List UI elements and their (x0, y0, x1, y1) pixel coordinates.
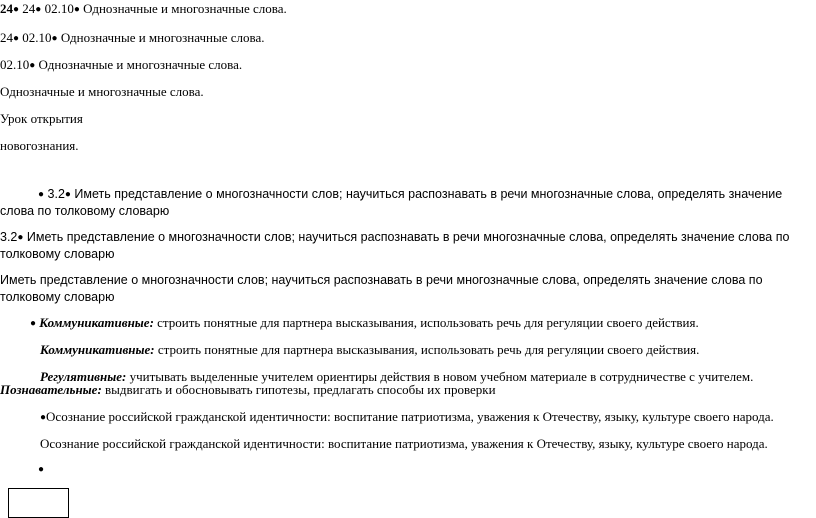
lesson-number: 24 (19, 1, 36, 16)
date-heading-3 (0, 56, 242, 74)
lesson-topic: Однозначные и многозначные слова. (57, 30, 265, 45)
bullet-icon: ● (17, 232, 24, 243)
bullet-icon: ● (73, 4, 80, 15)
goal-text: Иметь представление о многозначности слов; научиться распознавать в речи многозначные слова, определять значение слова по толковому словарю (0, 230, 790, 261)
lesson-number: 24 (0, 30, 13, 45)
bullet-icon: ● (51, 33, 58, 44)
lesson-topic: Однозначные и многозначные слова. (79, 1, 287, 16)
identity-item-1 (40, 408, 774, 426)
empty-bullet (38, 460, 44, 478)
bullet-icon: ● (29, 60, 36, 71)
lesson-topic: Однозначные и многозначные слова. (35, 57, 243, 72)
communicative-item-1 (30, 314, 699, 332)
regulative-label: Регулятивные: (40, 369, 127, 384)
communicative-label: Коммуникативные: (40, 342, 155, 357)
lesson-date: 02.10 (0, 57, 30, 72)
bullet-icon: ● (40, 412, 47, 423)
goal-text: Иметь представление о многозначности слов; научиться распознавать в речи многозначные слова, определять значение слова по толковому словарю (0, 187, 783, 218)
cognitive-label: Познавательные: (0, 382, 102, 397)
goal-item-1 (0, 186, 800, 220)
goal-number: 3.2 (44, 187, 65, 201)
regulative-text: учитывать выделенные учителем ориентиры действия в новом учебном материале в сотрудничестве с учителем. (126, 369, 754, 384)
bullet-icon: ● (13, 4, 20, 15)
bullet-icon: ● (38, 464, 45, 475)
lesson-date: 02.10 (19, 30, 52, 45)
communicative-label: Коммуникативные: (39, 315, 154, 330)
bullet-icon: ● (30, 318, 37, 329)
goal-item-2 (0, 229, 800, 263)
identity-text: Осознание российской гражданской идентичности: воспитание патриотизма, уважения к Отечеству, языку, культуре своего народа. (46, 409, 774, 424)
identity-item-2: Осознание российской гражданской идентичности: воспитание патриотизма, уважения к Отечеству, языку, культуре своего народа. (40, 436, 768, 451)
cognitive-text: выдвигать и обосновывать гипотезы, предлагать способы их проверки (101, 382, 496, 397)
communicative-item-2 (40, 341, 699, 358)
communicative-text: строить понятные для партнера высказывания, использовать речь для регуляции своего действия. (153, 315, 699, 330)
lesson-type-cont: новогознания. (0, 138, 79, 153)
lesson-topic: Однозначные и многозначные слова. (0, 84, 204, 99)
date-heading-2 (0, 29, 264, 47)
bullet-icon: ● (64, 189, 71, 200)
goal-number: 3.2 (0, 230, 18, 244)
bullet-icon: ● (38, 189, 45, 200)
goal-item-3: Иметь представление о многозначности слов; научиться распознавать в речи многозначные слова, определять значение слова по толковому словарю (0, 273, 763, 304)
bullet-icon: ● (13, 33, 20, 44)
cognitive-item (0, 381, 496, 398)
lesson-number: 24 (0, 1, 13, 16)
lesson-type: Урок открытия (0, 111, 83, 126)
communicative-text: строить понятные для партнера высказывания, использовать речь для регуляции своего действия. (154, 342, 700, 357)
lesson-date: 02.10 (41, 1, 74, 16)
bullet-icon: ● (35, 4, 42, 15)
date-heading-1 (0, 0, 287, 18)
